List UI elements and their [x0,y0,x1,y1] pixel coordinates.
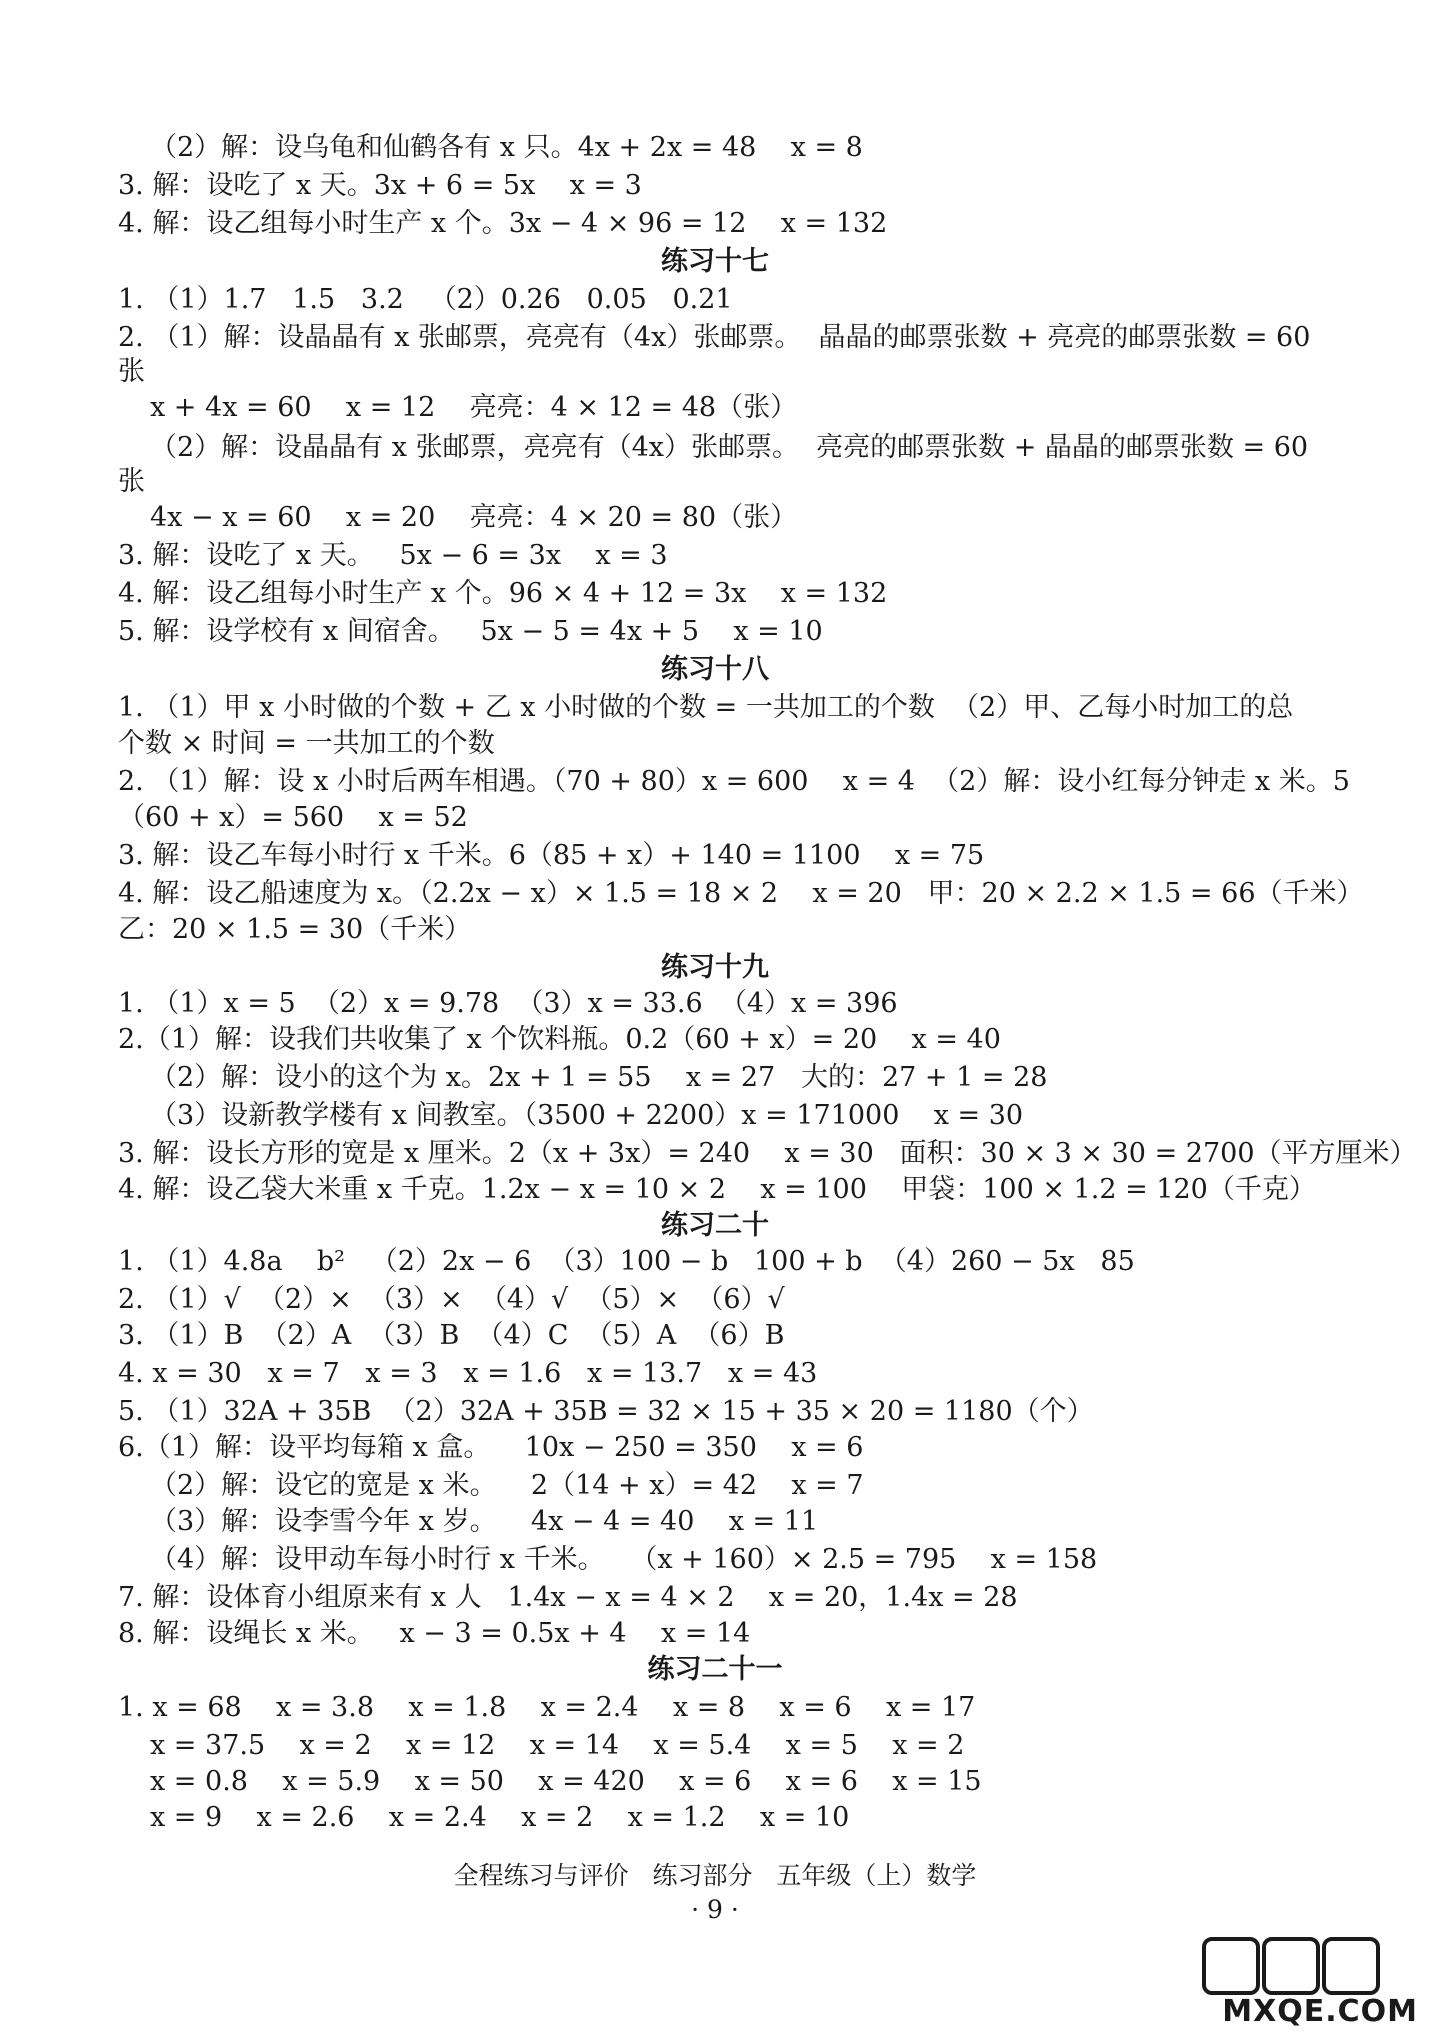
page-number: · 9 · [691,1895,739,1924]
text-line: x + 4x = 60 x = 12 亮亮：4 × 12 = 48（张） [150,392,798,423]
text-line: （2）解：设乌龟和仙鹤各有 x 只。4x + 2x = 48 x = 8 [150,132,863,163]
section-heading: 练习二十 [661,1210,769,1241]
text-line: 2.（1）解：设我们共收集了 x 个饮料瓶。0.2（60 + x）= 20 x = 40 [118,1024,1001,1055]
footer-title: 全程练习与评价 练习部分 五年级（上）数学 [453,1861,977,1890]
text-line: 4. 解：设乙组每小时生产 x 个。96 × 4 + 12 = 3x x = 132 [118,578,888,609]
watermark [1182,1935,1422,2031]
text-line: x = 0.8 x = 5.9 x = 50 x = 420 x = 6 x = 6 x = 15 [150,1766,982,1797]
text-line: 1. x = 68 x = 3.8 x = 1.8 x = 2.4 x = 8 x = 6 x = 17 [118,1692,976,1723]
text-line: （4）解：设甲动车每小时行 x 千米。 （x + 160）× 2.5 = 795 x = 158 [150,1544,1098,1575]
watermark-logo-icon [1262,1937,1320,1995]
watermark-url: MXQE.COM [1222,1994,1418,2029]
text-line: 3. 解：设吃了 x 天。3x + 6 = 5x x = 3 [118,170,642,201]
text-line: 4. 解：设乙船速度为 x。（2.2x − x）× 1.5 = 18 × 2 x = 20 甲：20 × 2.2 × 1.5 = 66（千米） [118,878,1364,909]
text-line: 4x − x = 60 x = 20 亮亮：4 × 20 = 80（张） [150,502,798,533]
text-line: （2）解：设晶晶有 x 张邮票，亮亮有（4x）张邮票。 亮亮的邮票张数 + 晶晶的邮票张数 = 60 [150,432,1309,463]
text-line: 2. （1）解：设晶晶有 x 张邮票，亮亮有（4x）张邮票。 晶晶的邮票张数 + 亮亮的邮票张数 = 60 [118,322,1311,353]
text-line: （3）解：设李雪今年 x 岁。 4x − 4 = 40 x = 11 [150,1506,819,1537]
text-line: 2. （1）解：设 x 小时后两车相遇。（70 + 80）x = 600 x = 4 （2）解：设小红每分钟走 x 米。5 [118,766,1350,797]
watermark-logo-icon [1202,1937,1260,1995]
text-line: 5. （1）32A + 35B （2）32A + 35B = 32 × 15 + 35 × 20 = 1180（个） [118,1396,1094,1427]
text-line: （3）设新教学楼有 x 间教室。（3500 + 2200）x = 171000 x = 30 [150,1100,1024,1131]
text-line: 4. 解：设乙袋大米重 x 千克。1.2x − x = 10 × 2 x = 100 甲袋：100 × 1.2 = 120（千克） [118,1174,1316,1205]
watermark-logo-icon [1322,1937,1380,1995]
text-line: 2. （1）√ （2）× （3）× （4）√ （5）× （6）√ [118,1284,785,1315]
text-line: 1. （1）x = 5 （2）x = 9.78 （3）x = 33.6 （4）x = 396 [118,988,898,1019]
text-line: 张 [118,356,145,387]
text-line: 7. 解：设体育小组原来有 x 人 1.4x − x = 4 × 2 x = 20，1.4x = 28 [118,1582,1018,1613]
section-heading: 练习十七 [661,246,769,277]
text-line: 4. 解：设乙组每小时生产 x 个。3x − 4 × 96 = 12 x = 132 [118,208,888,239]
text-line: 6.（1）解：设平均每箱 x 盒。 10x − 250 = 350 x = 6 [118,1432,864,1463]
section-heading: 练习二十一 [647,1654,783,1685]
text-line: 4. x = 30 x = 7 x = 3 x = 1.6 x = 13.7 x = 43 [118,1358,818,1389]
text-line: x = 9 x = 2.6 x = 2.4 x = 2 x = 1.2 x = 10 [150,1802,850,1833]
text-line: 乙：20 × 1.5 = 30（千米） [118,914,472,945]
text-line: （2）解：设它的宽是 x 米。 2（14 + x）= 42 x = 7 [150,1470,864,1501]
text-line: 1. （1）4.8a b² （2）2x − 6 （3）100 − b 100 + b （4）260 − 5x 85 [118,1246,1135,1277]
text-line: 张 [118,466,145,497]
text-line: x = 37.5 x = 2 x = 12 x = 14 x = 5.4 x = 5 x = 2 [150,1730,965,1761]
section-heading: 练习十九 [661,952,769,983]
text-line: 1. （1）甲 x 小时做的个数 + 乙 x 小时做的个数 = 一共加工的个数 （2）甲、乙每小时加工的总 [118,692,1294,723]
text-line: 8. 解：设绳长 x 米。 x − 3 = 0.5x + 4 x = 14 [118,1618,751,1649]
text-line: 5. 解：设学校有 x 间宿舍。 5x − 5 = 4x + 5 x = 10 [118,616,823,647]
section-heading: 练习十八 [661,654,769,685]
text-line: （60 + x）= 560 x = 52 [118,802,468,833]
text-line: 1. （1）1.7 1.5 3.2 （2）0.26 0.05 0.21 [118,284,733,315]
text-line: 3. 解：设吃了 x 天。 5x − 6 = 3x x = 3 [118,540,668,571]
text-line: （2）解：设小的这个为 x。2x + 1 = 55 x = 27 大的：27 + 1 = 28 [150,1062,1048,1093]
text-line: 3. 解：设乙车每小时行 x 千米。6（85 + x）+ 140 = 1100 x = 75 [118,840,985,871]
text-line: 个数 × 时间 = 一共加工的个数 [118,728,495,759]
text-line: 3. 解：设长方形的宽是 x 厘米。2（x + 3x）= 240 x = 30 面积：30 × 3 × 30 = 2700（平方厘米） [118,1138,1417,1169]
text-line: 3. （1）B （2）A （3）B （4）C （5）A （6）B [118,1320,785,1351]
